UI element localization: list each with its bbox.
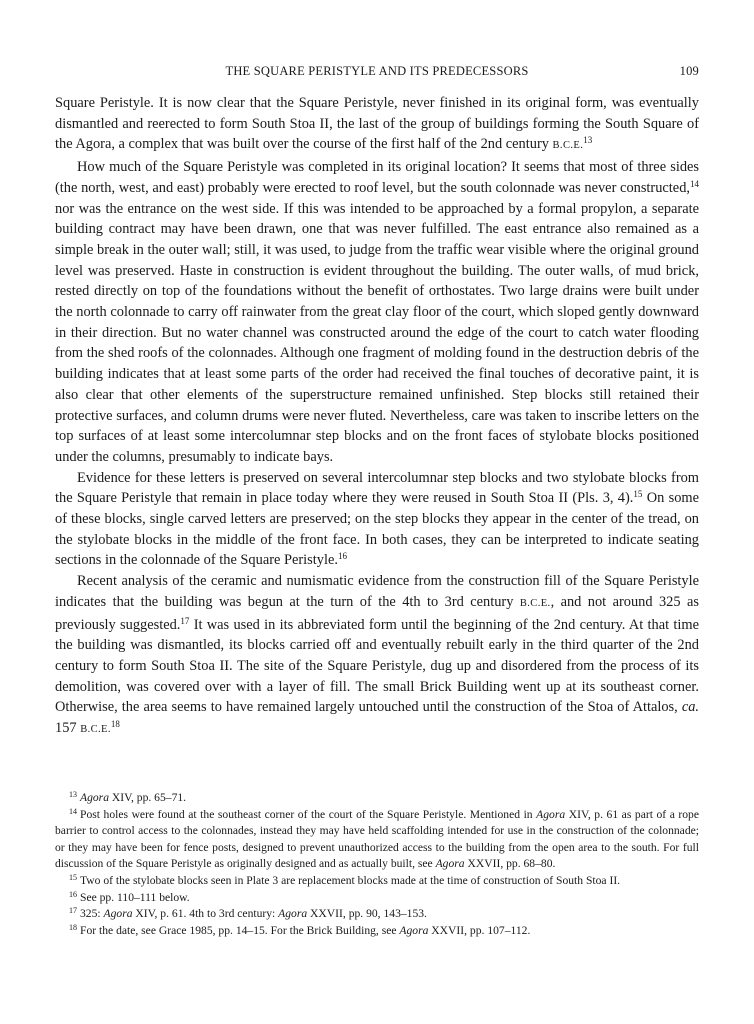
paragraph: Evidence for these letters is preserved on several intercolumnar step blocks and two stylobate blocks from the Square Peristyle that remain in place today where they were reused in South Stoa II (Pls. 3, 4).$^{15}$ On some of these blocks, single carved letters are preserved; on the step blocks they appear in the center of the tread, on the stylobate blocks in the middle of the front face. In both cases, they can be interpreted to indicate seating sections in the colonnade of the Square Peristyle.$^{16}$ — [55, 469, 699, 569]
footnote-15: $^{15}$ Two of the stylobate blocks seen in Plate 3 are replacement blocks made at the time of construction of South Stoa II. — [69, 872, 621, 887]
era-abbrev: B.C.E. — [80, 724, 111, 736]
footnote-number: 18 — [69, 922, 77, 932]
era-abbrev: B.C.E. — [519, 597, 551, 609]
footnote-ref[interactable]: 14 — [690, 178, 699, 189]
footnote-18: $^{18}$ For the date, see Grace 1985, pp. 14–15. For the Brick Building, see Agora XXVII, pp. 107–112. — [69, 922, 531, 937]
footnote-ref[interactable]: 16 — [337, 551, 347, 562]
page-number: 109 — [679, 64, 699, 78]
footnote-14: $^{14}$ Post holes were found at the southeast corner of the court of the Square Peristyle. Mentioned in Agora XIV, p. 61 as part of a rope barrier to control access to the colonnades, instead they may have held scaffolding intended for use in the construction of the colonnade; or they may have been for fence posts, designed to prevent unauthorized access to the building from the open area to the south. For full discussion of the Square Peristyle as originally designed and as actually built, see Agora XXVII, pp. 68–80. — [55, 806, 699, 871]
era-abbrev: B.C.E. — [552, 140, 584, 152]
footnote-number: 13 — [69, 790, 77, 799]
footnote-16: $^{16}$ See pp. 110–111 below. — [69, 889, 190, 904]
footnote-number: 17 — [69, 906, 77, 916]
footnote-17: $^{17}$ 325: Agora XIV, p. 61. 4th to 3rd century: Agora XXVII, pp. 90, 143–153. — [69, 906, 427, 921]
footnote-number: 14 — [69, 806, 77, 816]
running-title: THE SQUARE PERISTYLE AND ITS PREDECESSORS — [225, 64, 529, 78]
footnote-13: $^{13}$ Agora XIV, pp. 65–71. — [69, 790, 187, 804]
running-header — [55, 64, 699, 80]
body-text — [55, 93, 699, 741]
footnote-ref[interactable]: 13 — [583, 135, 593, 146]
footnote-number: 15 — [69, 872, 77, 882]
paragraph: Square Peristyle. It is now clear that the Square Peristyle, never finished in its original form, was eventually dismantled and reerected to form South Stoa II, the last of the group of buildings forming the South Square of the Agora, a complex that was built over the course of the first half of the 2nd century B.C.E.$^{13}$ — [55, 95, 699, 153]
footnote-ref[interactable]: 18 — [110, 719, 120, 730]
footnote-ref[interactable]: 17 — [180, 615, 190, 626]
footnotes — [55, 790, 699, 939]
paragraph: How much of the Square Peristyle was completed in its original location? It seems that most of three sides (the north, west, and east) probably were erected to roof level, but the south colonnade was never constructed,$^{14}$ nor was the entrance on the west side. If this was intended to be approached by a formal propylon, a separate building contract may have been drawn, one that was never fulfilled. The east entrance also remained as a simple break in the outer wall; still, it was used, to judge from the traffic wear visible where the original ground level was preserved. Haste in construction is evident throughout the building. The outer walls, of mud brick, rested directly on top of the foundations without the benefit of orthostates. Two large drains were built under the north colonnade to carry off rainwater from the great clay floor of the court, which sloped gently downward in their direction. But no water channel was constructed around the edge of the court to catch water flooding from the shed roofs of the colonnades. Although one fragment of molding found in the destruction debris of the building indicates that at least some parts of the order had received the final touches of decorative paint, it is also clear that other elements of the superstructure remained unfinished. Step blocks still retained their protective surfaces, and column drums were never fluted. Nevertheless, care was taken to inscribe letters on the top surfaces of at least some intercolumnar step blocks and on the front faces of stylobate blocks positioned under the columns, presumably to indicate bays. — [55, 159, 699, 465]
paragraph: Recent analysis of the ceramic and numismatic evidence from the construction fill of the Square Peristyle indicates that the building was begun at the turn of the 4th to 3rd century B.C.E., and not around 325 as previously suggested.$^{17}$ It was used in its abbreviated form until the beginning of the 2nd century. At that time the building was dismantled, its blocks carried off and eventually rebuilt early in the third quarter of the 2nd century to form South Stoa II. The site of the Square Peristyle, dug up and disordered from the process of its demolition, was covered over with a layer of fill. The small Brick Building went up at its southeast corner. Otherwise, the area seems to have remained largely untouched until the construction of the Stoa of Attalos, ca. 157 B.C.E.$^{18}$ — [55, 573, 699, 737]
footnote-number: 16 — [69, 889, 77, 899]
footnote-ref[interactable]: 15 — [633, 489, 643, 500]
